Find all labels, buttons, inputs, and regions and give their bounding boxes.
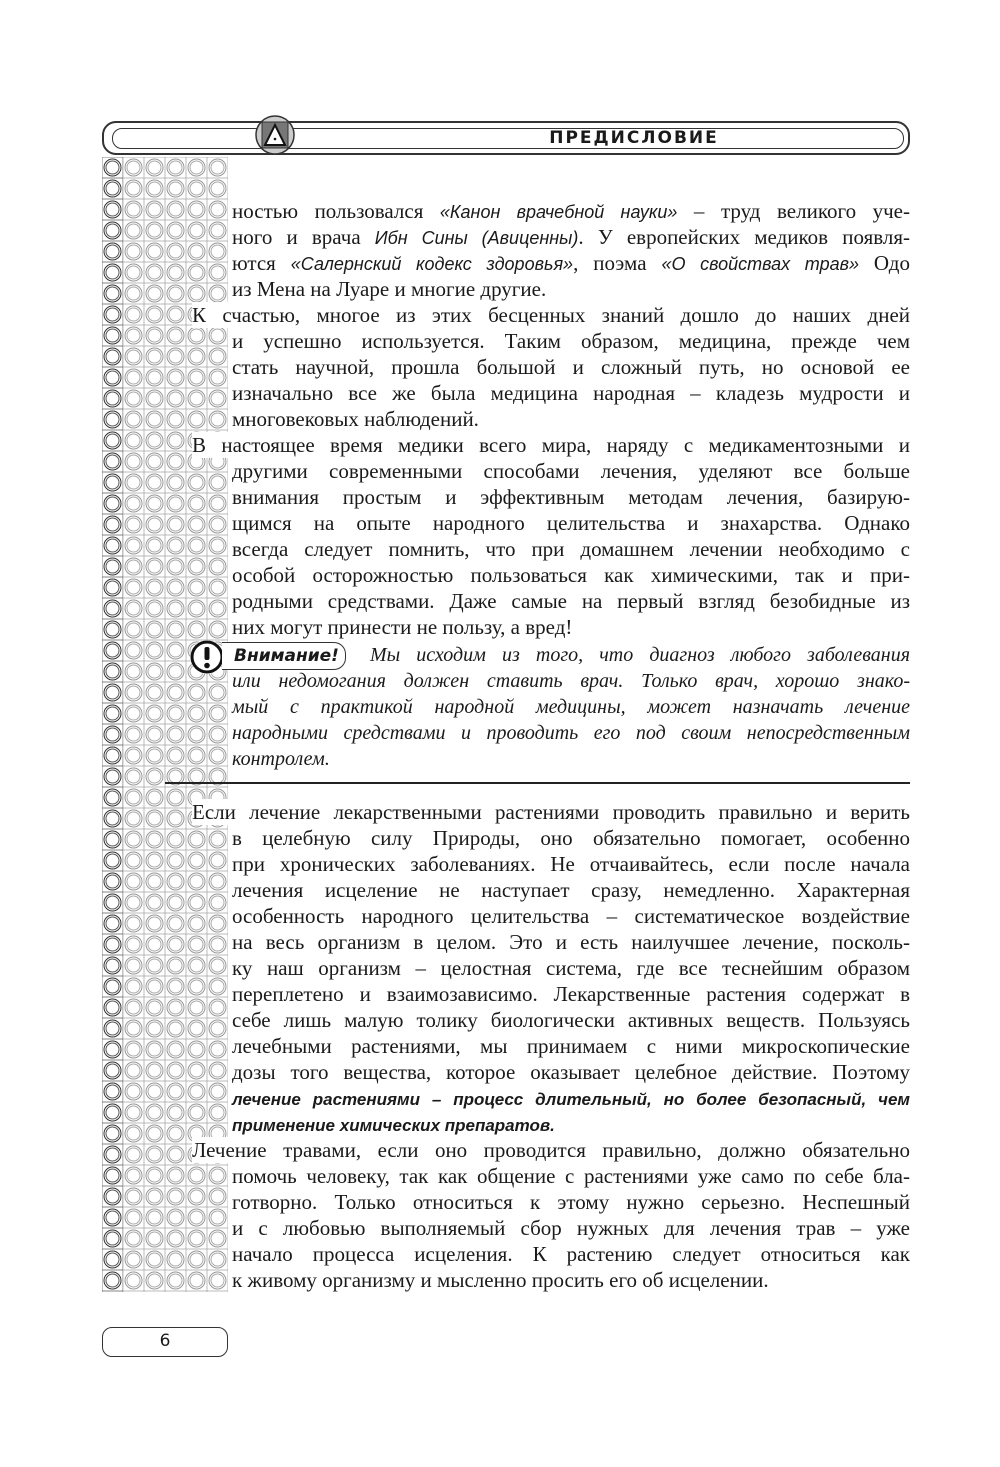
text-run: и успешно используется. Таким образом, медицина, прежде чем — [232, 329, 910, 353]
text-line — [232, 1215, 910, 1241]
text-line — [232, 877, 910, 903]
text-run: ного и врача — [232, 225, 375, 249]
chapter-title: ПРЕДИСЛОВИЕ — [549, 128, 719, 148]
text-run: них могут принести не пользу, а вред! — [232, 615, 573, 639]
text-line — [232, 224, 910, 250]
text-line — [232, 903, 910, 929]
text-line — [192, 432, 910, 458]
header-inner-frame — [112, 128, 904, 149]
text-run: лечения исцеление не наступает сразу, немедленно. Характерная — [232, 878, 910, 902]
italic-title: «О свойствах трав» — [661, 254, 860, 274]
text-run: другими современными способами лечения, уделяют все больше — [232, 459, 910, 483]
text-run: ются — [232, 251, 291, 275]
text-run: Лечение травами, если оно проводится правильно, должно обязательно — [192, 1138, 910, 1162]
italic-title: Ибн Сины (Авиценны) — [374, 228, 579, 248]
text-run: стать научной, прошла большой и сложный путь, но основой ее — [232, 355, 910, 379]
warning-text-line: мый с практикой народной медицины, может назначать лечение — [232, 696, 910, 718]
text-line — [232, 1007, 910, 1033]
text-line — [232, 380, 910, 406]
warning-text-line: контролем. — [232, 748, 330, 770]
bold-emphasis: лечение растениями – процесс длительный, но более безопасный, чем — [232, 1090, 910, 1109]
text-run: внимания простым и эффективным методам лечения, базирую- — [232, 485, 910, 509]
triangle-emblem-icon — [254, 114, 296, 156]
text-run: , поэма — [573, 251, 662, 275]
text-run: особенность народного целительства – систематическое воздействие — [232, 904, 910, 928]
text-line — [232, 354, 910, 380]
text-line — [232, 250, 910, 276]
bold-emphasis: применение химических препаратов. — [232, 1116, 555, 1135]
text-line — [232, 1241, 910, 1267]
text-run: на весь организм в целом. Это и есть наилучшее лечение, посколь- — [232, 930, 910, 954]
text-run: Одо — [859, 251, 910, 275]
text-run: готворно. Только относиться к этому нужно серьезно. Неспешный — [232, 1190, 910, 1214]
text-line — [232, 588, 910, 614]
text-run: родными средствами. Даже самые на первый взгляд безобидные из — [232, 589, 910, 613]
warning-text-line: народными средствами и проводить его под своим непосредственным — [232, 722, 910, 744]
text-run: многовековых наблюдений. — [232, 407, 479, 431]
text-run: лечебными растениями, мы принимаем с ними микроскопические — [232, 1034, 910, 1058]
text-run: Если лечение лекарственными растениями проводить правильно и верить — [192, 800, 910, 824]
exclamation-icon — [190, 640, 224, 674]
text-run: В настоящее время медики всего мира, наряду с медикаментозными и — [192, 433, 910, 457]
text-line — [232, 484, 910, 510]
text-line — [232, 1111, 910, 1137]
text-run: при хронических заболеваниях. Не отчаивайтесь, если после начала — [232, 852, 910, 876]
text-line — [192, 1137, 910, 1163]
text-line — [232, 1267, 910, 1293]
text-run: всегда следует помнить, что при домашнем лечении необходимо с — [232, 537, 910, 561]
page-number: 6 — [102, 1327, 228, 1357]
text-run: К счастью, многое из этих бесценных знаний дошло до наших дней — [192, 303, 910, 327]
text-line — [232, 276, 910, 302]
text-run: в целебную силу Природы, оно обязательно помогает, особенно — [232, 826, 910, 850]
text-run: помочь человеку, так как общение с растениями уже само по себе бла- — [232, 1164, 910, 1188]
text-line — [232, 510, 910, 536]
text-line — [232, 198, 910, 224]
text-line — [192, 302, 910, 328]
section-divider — [165, 782, 910, 784]
warning-text-line: Мы исходим из того, что диагноз любого заболевания — [370, 644, 910, 666]
text-line — [232, 981, 910, 1007]
text-line — [232, 562, 910, 588]
text-line — [232, 1033, 910, 1059]
chapter-header — [102, 121, 910, 155]
text-line — [192, 799, 910, 825]
text-run: к живому организму и мысленно просить его об исцелении. — [232, 1268, 769, 1292]
text-line — [232, 1059, 910, 1085]
text-line — [232, 328, 910, 354]
text-line — [232, 406, 910, 432]
text-line — [232, 1189, 910, 1215]
text-run: щимся на опыте народного целительства и знахарства. Однако — [232, 511, 910, 535]
text-run: – труд великого уче- — [677, 199, 910, 223]
text-line — [232, 929, 910, 955]
text-line — [232, 458, 910, 484]
text-run: переплетено и взаимозависимо. Лекарственные растения содержат в — [232, 982, 910, 1006]
text-line — [232, 1163, 910, 1189]
text-run: и с любовью выполняемый сбор нужных для лечения трав – уже — [232, 1216, 910, 1240]
warning-label: Внимание! — [222, 642, 346, 670]
text-run: ностью пользовался — [232, 199, 440, 223]
text-run: из Мена на Луаре и многие другие. — [232, 277, 547, 301]
text-run: дозы того вещества, которое оказывает целебное действие. Поэтому — [232, 1060, 910, 1084]
text-line — [232, 536, 910, 562]
text-line — [232, 955, 910, 981]
text-line — [232, 1085, 910, 1111]
text-run: изначально все же была медицина народная – кладезь мудрости и — [232, 381, 910, 405]
text-run: себе лишь малую толику биологически активных веществ. Пользуясь — [232, 1008, 910, 1032]
text-line — [232, 825, 910, 851]
text-run: начало процесса исцеления. К растению следует относиться как — [232, 1242, 910, 1266]
italic-title: «Салернский кодекс здоровья» — [290, 254, 574, 274]
text-line — [232, 614, 910, 640]
text-run: . У европейских медиков появля- — [578, 225, 910, 249]
text-run: особой осторожностью пользоваться как химическими, так и при- — [232, 563, 910, 587]
text-line — [232, 851, 910, 877]
text-run: ку наш организм – целостная система, где все теснейшим образом — [232, 956, 910, 980]
warning-text-line: или недомогания должен ставить врач. Только врач, хорошо знако- — [232, 670, 910, 692]
italic-title: «Канон врачебной науки» — [439, 202, 678, 222]
